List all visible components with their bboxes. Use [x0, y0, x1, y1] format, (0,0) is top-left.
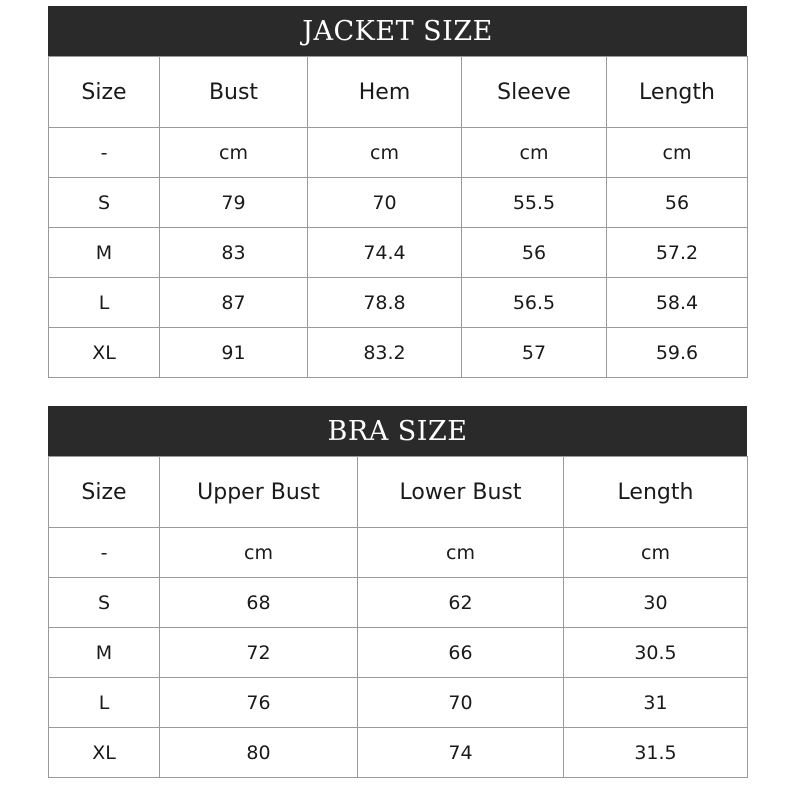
table-cell: 59.6: [607, 328, 748, 378]
table-cell: 31.5: [564, 728, 748, 778]
column-header: Lower Bust: [358, 457, 564, 528]
table-cell: 56.5: [462, 278, 607, 328]
table-cell: 74: [358, 728, 564, 778]
table-cell: 68: [160, 578, 358, 628]
table-cell: 72: [160, 628, 358, 678]
table-cell: 30: [564, 578, 748, 628]
size-label: M: [49, 628, 160, 678]
column-header: Length: [607, 57, 748, 128]
table-cell: 70: [308, 178, 462, 228]
table-cell: 76: [160, 678, 358, 728]
unit-cell: cm: [160, 128, 308, 178]
unit-cell: cm: [358, 528, 564, 578]
table-cell: 55.5: [462, 178, 607, 228]
table-row: [49, 678, 748, 728]
jacket-units-row: [49, 128, 748, 178]
table-row: [49, 728, 748, 778]
bra-size-table: [48, 406, 747, 778]
unit-cell: -: [49, 528, 160, 578]
unit-cell: cm: [462, 128, 607, 178]
column-header: Size: [49, 457, 160, 528]
table-cell: 83.2: [308, 328, 462, 378]
jacket-size-grid: [48, 56, 748, 378]
table-cell: 31: [564, 678, 748, 728]
table-row: [49, 278, 748, 328]
table-row: [49, 328, 748, 378]
bra-header-row: [49, 457, 748, 528]
table-cell: 83: [160, 228, 308, 278]
table-cell: 62: [358, 578, 564, 628]
table-cell: 91: [160, 328, 308, 378]
bra-size-grid: [48, 456, 748, 778]
column-header: Sleeve: [462, 57, 607, 128]
table-cell: 57: [462, 328, 607, 378]
unit-cell: cm: [160, 528, 358, 578]
column-header: Hem: [308, 57, 462, 128]
jacket-header-row: [49, 57, 748, 128]
size-label: L: [49, 678, 160, 728]
size-label: XL: [49, 728, 160, 778]
column-header: Size: [49, 57, 160, 128]
size-label: M: [49, 228, 160, 278]
table-cell: 57.2: [607, 228, 748, 278]
table-row: [49, 578, 748, 628]
bra-units-row: [49, 528, 748, 578]
unit-cell: cm: [308, 128, 462, 178]
jacket-size-title: JACKET SIZE: [48, 6, 747, 56]
table-row: [49, 178, 748, 228]
table-cell: 74.4: [308, 228, 462, 278]
column-header: Length: [564, 457, 748, 528]
column-header: Upper Bust: [160, 457, 358, 528]
table-cell: 58.4: [607, 278, 748, 328]
table-row: [49, 228, 748, 278]
table-cell: 87: [160, 278, 308, 328]
table-cell: 80: [160, 728, 358, 778]
table-cell: 79: [160, 178, 308, 228]
table-row: [49, 628, 748, 678]
table-cell: 56: [607, 178, 748, 228]
size-label: XL: [49, 328, 160, 378]
table-cell: 66: [358, 628, 564, 678]
size-label: S: [49, 178, 160, 228]
size-label: L: [49, 278, 160, 328]
size-label: S: [49, 578, 160, 628]
unit-cell: cm: [607, 128, 748, 178]
table-cell: 30.5: [564, 628, 748, 678]
jacket-size-table: [48, 6, 747, 378]
bra-size-title: BRA SIZE: [48, 406, 747, 456]
table-cell: 78.8: [308, 278, 462, 328]
table-cell: 56: [462, 228, 607, 278]
unit-cell: cm: [564, 528, 748, 578]
table-cell: 70: [358, 678, 564, 728]
column-header: Bust: [160, 57, 308, 128]
unit-cell: -: [49, 128, 160, 178]
